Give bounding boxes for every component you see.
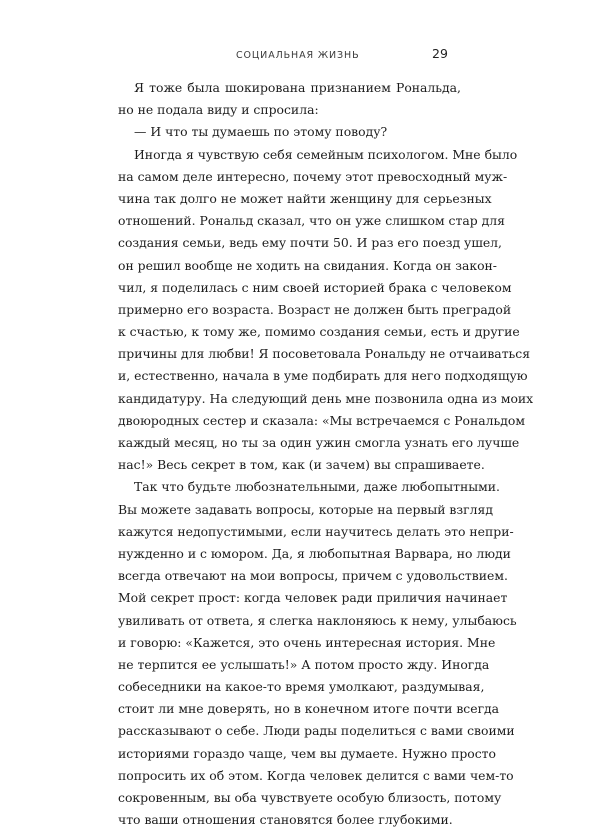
- text-line: сокровенным, вы оба чувствуете особую близость, потому: [118, 790, 502, 805]
- text-line: и, естественно, начала в уме подбирать для него подходящую: [118, 368, 528, 384]
- text-line: причины для любви! Я посоветовала Рональду не отчаиваться: [118, 346, 531, 362]
- text-line: Вы можете задавать вопросы, которые на первый взгляд: [118, 501, 493, 517]
- text-line: двоюродных сестер и сказала: «Мы встречаемся с Рональдом: [118, 412, 525, 428]
- running-head: СОЦИАЛЬНАЯ ЖИЗНЬ: [236, 50, 360, 61]
- paragraph: [118, 77, 461, 121]
- text-line: отношений. Рональд сказал, что он уже слишком стар для: [118, 213, 505, 229]
- text-line: попросить их об этом. Когда человек делится с вами чем-то: [118, 767, 514, 783]
- paragraph: [118, 121, 461, 143]
- text-line: Мой секрет прост: когда человек ради приличия начинает: [118, 590, 508, 606]
- text-line: создания семьи, ведь ему почти 50. И раз его поезд ушел,: [118, 235, 502, 251]
- paragraph: [118, 476, 517, 831]
- text-line: но не подала виду и спросила:: [118, 102, 319, 118]
- text-line: — И что ты думаешь по этому поводу?: [134, 124, 388, 140]
- text-line: увиливать от ответа, я слегка наклоняюсь к нему, улыбаюсь: [118, 612, 517, 628]
- text-line: историями гораздо чаще, чем вы думаете. Нужно просто: [118, 745, 496, 761]
- text-line: каждый месяц, но ты за один ужин смогла узнать его лучше: [118, 435, 520, 450]
- text-line: Иногда я чувствую себя семейным психологом. Мне было: [134, 146, 518, 162]
- text-line: не терпится ее услышать!» А потом просто жду. Иногда: [118, 656, 490, 672]
- page-number: 29: [432, 46, 448, 61]
- text-line: всегда отвечают на мои вопросы, причем с удовольствием.: [118, 568, 508, 584]
- text-line: что ваши отношения становятся более глубокими.: [118, 812, 453, 828]
- text-line: кажутся недопустимыми, если научитесь делать это непри-: [118, 523, 514, 539]
- text-line: на самом деле интересно, почему этот превосходный муж-: [118, 168, 508, 184]
- text-line: нас!» Весь секрет в том, как (и зачем) вы спрашиваете.: [118, 457, 485, 473]
- paragraph: [118, 144, 534, 477]
- text-line: Так что будьте любознательными, даже любопытными.: [134, 479, 500, 495]
- text-line: кандидатуру. На следующий день мне позвонила одна из моих: [118, 390, 534, 406]
- text-line: к счастью, к тому же, помимо создания семьи, есть и другие: [118, 324, 520, 340]
- text-line: рассказывают о себе. Люди рады поделиться с вами своими: [118, 723, 515, 739]
- text-line: чил, я поделилась с ним своей историей брака с человеком: [118, 279, 512, 295]
- text-line: чина так долго не может найти женщину для серьезных: [118, 190, 492, 206]
- text-line: нужденно и с юмором. Да, я любопытная Варвара, но люди: [118, 545, 511, 561]
- text-line: он решил вообще не ходить на свидания. Когда он закон-: [118, 257, 497, 273]
- text-line: примерно его возраста. Возраст не должен быть преградой: [118, 301, 512, 317]
- text-line: собеседники на какое-то время умолкают, раздумывая,: [118, 679, 485, 695]
- body-text: [118, 77, 534, 831]
- text-line: и говорю: «Кажется, это очень интересная история. Мне: [118, 634, 496, 650]
- text-line: стоит ли мне доверять, но в конечном итоге почти всегда: [118, 701, 500, 717]
- text-line: Я тоже была шокирована признанием Рональда,: [134, 80, 461, 95]
